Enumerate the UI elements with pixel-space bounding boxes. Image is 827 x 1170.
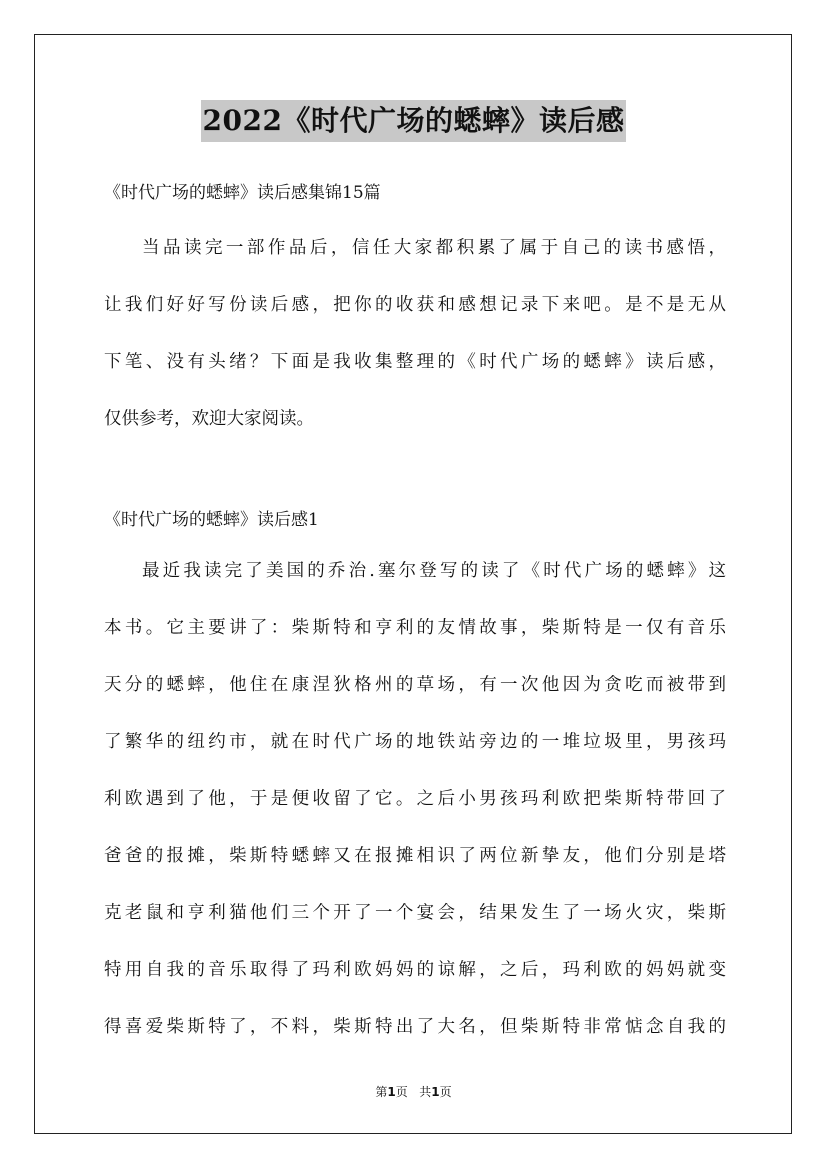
paragraph-line: 特用自我的音乐取得了玛利欧妈妈的谅解，之后，玛利欧的妈妈就变 [104,960,726,980]
document-title-wrapper [0,100,827,142]
paragraph-line: 当品读完一部作品后，信任大家都积累了属于自己的读书感悟， [142,238,726,258]
total-pages: 1 [431,1085,440,1099]
paragraph-line: 本书。它主要讲了：柴斯特和亨利的友情故事，柴斯特是一仅有音乐 [104,618,726,638]
page-footer [0,1083,827,1101]
total-label-prefix: 共 [419,1085,432,1099]
paragraph-line: 了繁华的纽约市，就在时代广场的地铁站旁边的一堆垃圾里，男孩玛 [104,732,726,752]
paragraph-line: 天分的蟋蟀，他住在康涅狄格州的草场，有一次他因为贪吃而被带到 [104,675,726,695]
paragraph-line: 得喜爱柴斯特了，不料，柴斯特出了大名，但柴斯特非常惦念自我的 [104,1017,726,1037]
document-title: 2022《时代广场的蟋蟀》读后感 [201,100,627,142]
paragraph-line: 最近我读完了美国的乔治.塞尔登写的读了《时代广场的蟋蟀》这 [142,561,726,581]
document-subtitle: 《时代广场的蟋蟀》读后感集锦15篇 [104,183,381,203]
intro-paragraph [104,234,726,462]
section-heading: 《时代广场的蟋蟀》读后感1 [104,510,319,530]
page-label-suffix: 页 [395,1085,408,1099]
body-paragraph [104,557,726,1070]
paragraph-line: 仅供参考，欢迎大家阅读。 [104,409,314,429]
page-number: 1 [387,1085,396,1099]
paragraph-line: 利欧遇到了他，于是便收留了它。之后小男孩玛利欧把柴斯特带回了 [104,789,726,809]
page-label-prefix: 第 [375,1085,388,1099]
paragraph-line: 爸爸的报摊，柴斯特蟋蟀又在报摊相识了两位新挚友，他们分别是塔 [104,846,726,866]
paragraph-line: 克老鼠和亨利猫他们三个开了一个宴会，结果发生了一场火灾，柴斯 [104,903,726,923]
paragraph-line: 下笔、没有头绪？下面是我收集整理的《时代广场的蟋蟀》读后感， [104,352,726,372]
total-label-suffix: 页 [439,1085,452,1099]
paragraph-line: 让我们好好写份读后感，把你的收获和感想记录下来吧。是不是无从 [104,295,726,315]
